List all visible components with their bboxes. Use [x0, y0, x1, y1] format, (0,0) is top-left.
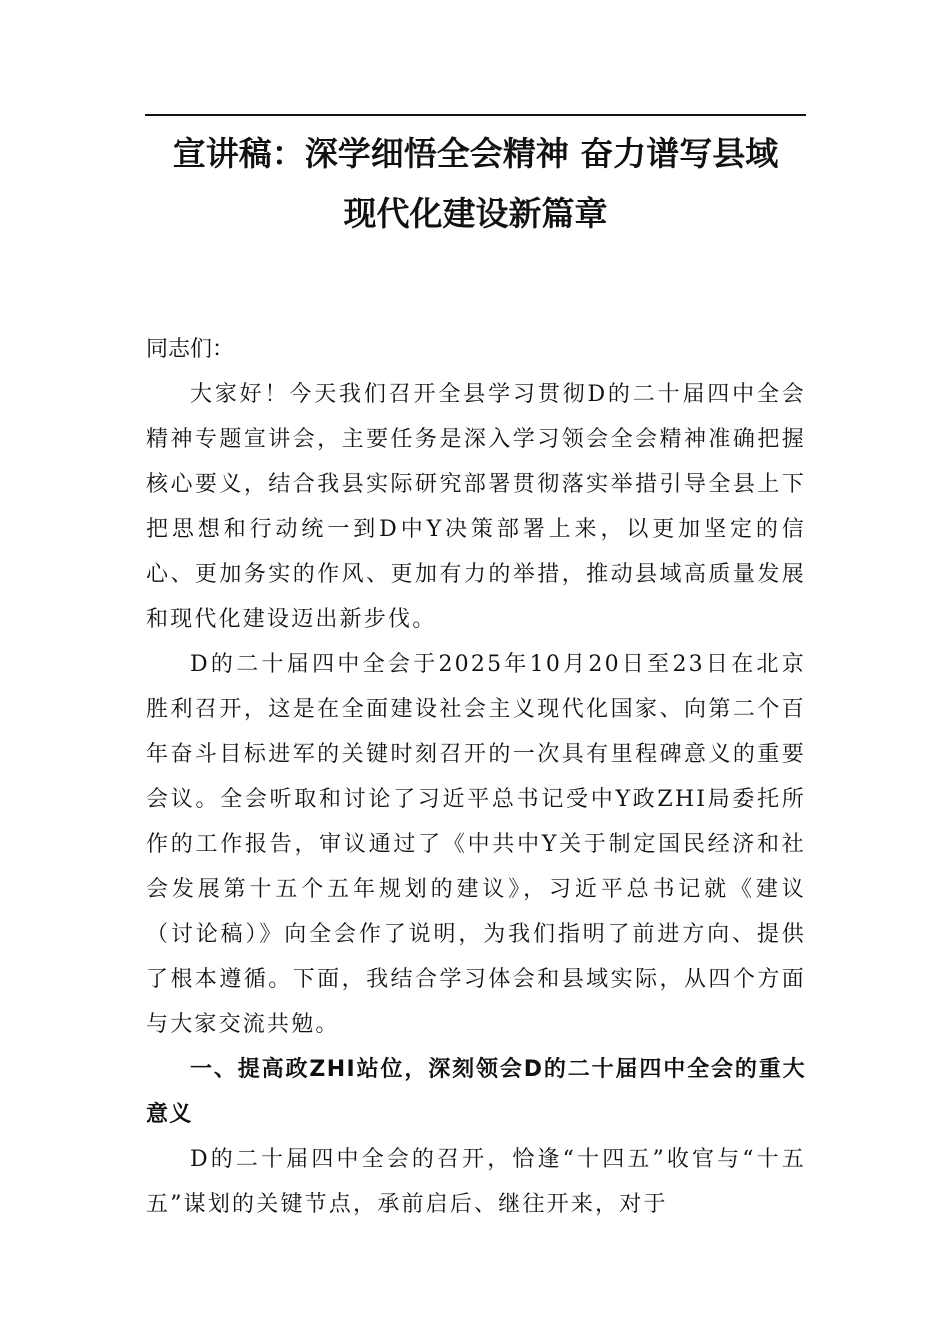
document-title — [140, 124, 811, 244]
title-line-1: 宣讲稿：深学细悟全会精神 奋力谱写县域 — [172, 134, 779, 173]
section-heading-1: 一、提高政ZHI站位，深刻领会D的二十届四中全会的重大意义 — [146, 1057, 806, 1127]
document-body — [146, 328, 806, 1227]
paragraph-meeting-summary: D的二十届四中全会于2025年10月20日至23日在北京胜利召开，这是在全面建设社会主义现代化国家、向第二个百年奋斗目标进军的关键时刻召开的一次具有里程碑意义的重要会议。全会听取和讨论了习近平总书记受中Y政ZHI局委托所作的工作报告，审议通过了《中共中Y关于制定国民经济和社会发展第十五个五年规划的建议》，习近平总书记就《建议（讨论稿）》向全会作了说明，为我们指明了前进方向、提供了根本遵循。下面，我结合学习体会和县域实际，从四个方面与大家交流共勉。 — [146, 652, 806, 1037]
title-line-2: 现代化建设新篇章 — [343, 194, 608, 233]
paragraph-opening: 大家好！今天我们召开全县学习贯彻D的二十届四中全会精神专题宣讲会，主要任务是深入学习领会全会精神准确把握核心要义，结合我县实际研究部署贯彻落实举措引导全县上下把思想和行动统一到D中Y决策部署上来，以更加坚定的信心、更加务实的作风、更加有力的举措，推动县域高质量发展和现代化建设迈出新步伐。 — [146, 382, 806, 632]
salutation: 同志们： — [146, 337, 235, 362]
section-paragraph-1: D的二十届四中全会的召开，恰逢“十四五”收官与“十五五”谋划的关键节点，承前启后、继往开来，对于 — [146, 1147, 806, 1217]
top-rule — [145, 114, 806, 116]
